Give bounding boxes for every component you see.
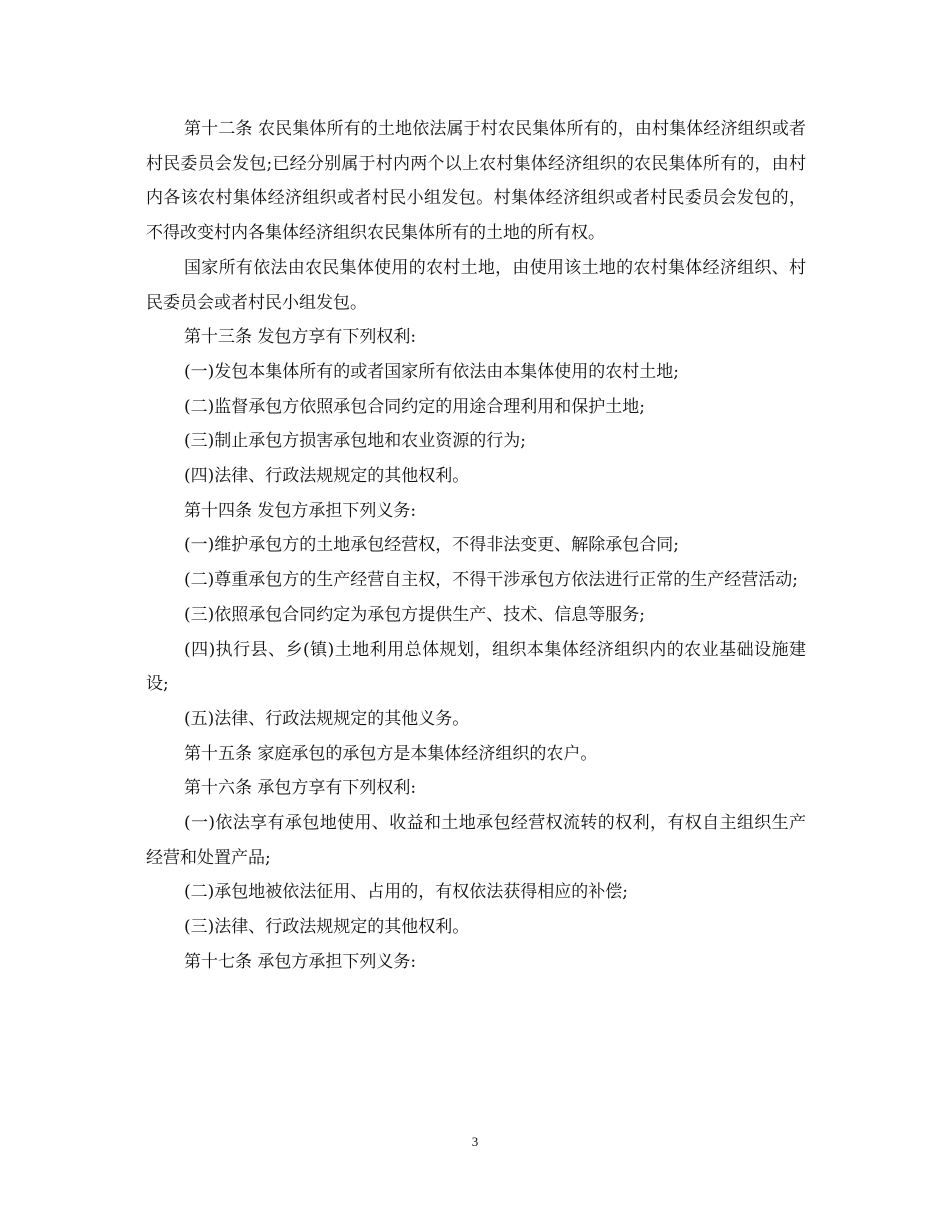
paragraph-state-owned-land: 国家所有依法由农民集体使用的农村土地，由使用该土地的农村集体经济组织、村民委员会或者村民小组发包。 (146, 257, 806, 313)
paragraph-article-16-item-3: (三)法律、行政法规规定的其他权利。 (184, 917, 470, 938)
paragraph-article-17: 第十七条 承包方承担下列义务: (184, 951, 417, 972)
paragraph-article-14-item-3: (三)依照承包合同约定为承包方提供生产、技术、信息等服务; (184, 604, 645, 625)
paragraph-article-16: 第十六条 承包方享有下列权利: (184, 778, 417, 799)
paragraph-article-13-item-3: (三)制止承包方损害承包地和农业资源的行为; (184, 431, 526, 452)
paragraph-article-16-item-2: (二)承包地被依法征用、占用的，有权依法获得相应的补偿; (184, 882, 628, 903)
document-body (146, 112, 806, 980)
paragraph-article-14-item-5: (五)法律、行政法规规定的其他义务。 (184, 708, 470, 729)
paragraph-article-14-item-1: (一)维护承包方的土地承包经营权，不得非法变更、解除承包合同; (184, 535, 679, 556)
paragraph-article-16-item-1: (一)依法享有承包地使用、收益和土地承包经营权流转的权利，有权自主组织生产经营和处置产品; (146, 813, 806, 868)
paragraph-article-13-item-4: (四)法律、行政法规规定的其他权利。 (184, 466, 470, 487)
paragraph-article-13: 第十三条 发包方享有下列权利: (184, 327, 417, 348)
paragraph-article-14: 第十四条 发包方承担下列义务: (184, 500, 417, 521)
paragraph-article-13-item-1: (一)发包本集体所有的或者国家所有依法由本集体使用的农村土地; (184, 361, 679, 382)
paragraph-article-13-item-2: (二)监督承包方依照承包合同约定的用途合理利用和保护土地; (184, 396, 645, 417)
paragraph-article-14-item-2: (二)尊重承包方的生产经营自主权，不得干涉承包方依法进行正常的生产经营活动; (184, 570, 798, 591)
paragraph-article-15: 第十五条 家庭承包的承包方是本集体经济组织的农户。 (184, 743, 598, 764)
paragraph-article-12: 第十二条 农民集体所有的土地依法属于村农民集体所有的，由村集体经济组织或者村民委员会发包;已经分别属于村内两个以上农村集体经济组织的农民集体所有的，由村内各该农村集体经济组织或者村民小组发包。村集体经济组织或者村民委员会发包的，不得改变村内各集体经济组织农民集体所有的土地的所有权。 (146, 119, 806, 244)
page-number: 3 (471, 1134, 479, 1149)
paragraph-article-14-item-4: (四)执行县、乡(镇)土地利用总体规划，组织本集体经济组织内的农业基础设施建设; (146, 639, 806, 695)
